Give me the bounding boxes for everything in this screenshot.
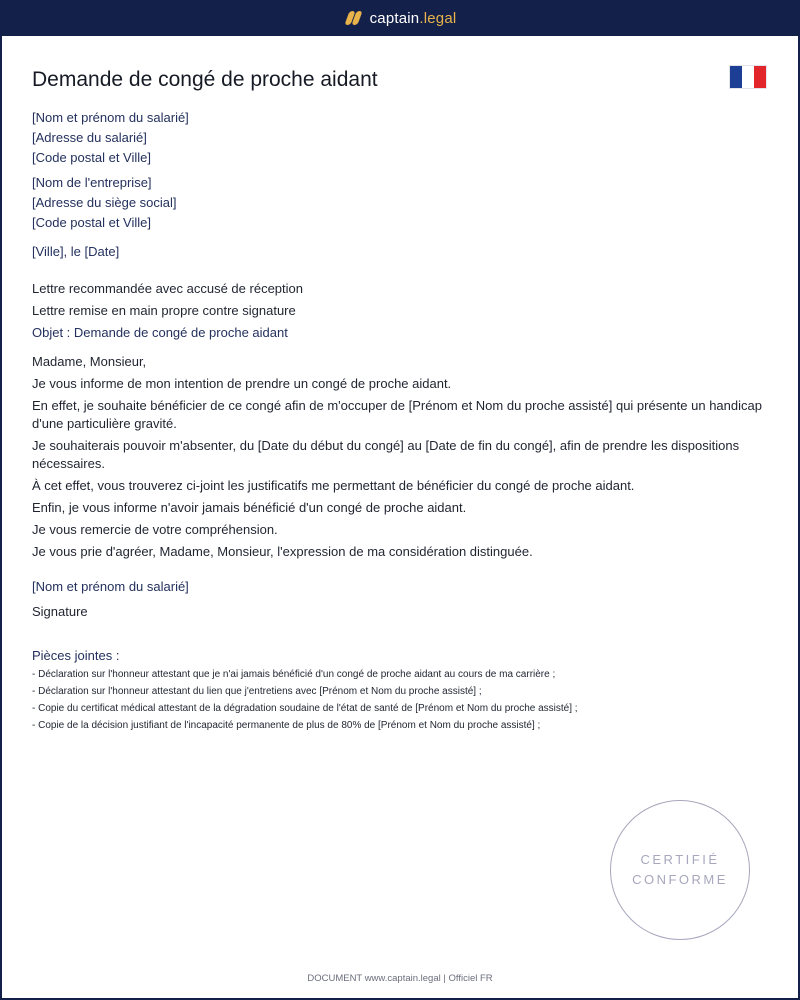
document-footer: DOCUMENT www.captain.legal | Officiel FR [307, 973, 493, 984]
brand-wordmark [370, 10, 457, 27]
sender-name: [Nom et prénom du salarié] [32, 110, 189, 125]
body-paragraph: Je vous remercie de votre compréhension. [32, 522, 278, 537]
body-paragraph: Enfin, je vous informe n'avoir jamais bénéficié d'un congé de proche aidant. [32, 500, 467, 515]
place-date: [Ville], le [Date] [32, 244, 120, 259]
body-paragraph: À cet effet, vous trouverez ci-joint les justificatifs me permettant de bénéficier du congé de proche aidant. [32, 478, 635, 493]
document-page [2, 36, 798, 998]
top-bar [0, 0, 800, 36]
sender-postal-city: [Code postal et Ville] [32, 150, 151, 165]
company-postal-city: [Code postal et Ville] [32, 215, 151, 230]
letter-body [32, 353, 772, 565]
attachment-item: - Copie du certificat médical attestant de la dégradation soudaine de l'état de santé de [Prénom et Nom du proche assisté] ; [32, 703, 578, 714]
company-name: [Nom de l'entreprise] [32, 175, 152, 190]
sender-address-block [32, 108, 189, 168]
recipient-address-block [32, 173, 177, 233]
delivery-option-hand: Lettre remise en main propre contre signature [32, 303, 296, 318]
delivery-option-registered: Lettre recommandée avec accusé de réception [32, 281, 303, 296]
brand-logo-link[interactable] [344, 10, 457, 27]
company-address: [Adresse du siège social] [32, 195, 177, 210]
attachments-list [32, 666, 578, 734]
stamp-line-2: CONFORME [632, 872, 728, 887]
signatory-name: [Nom et prénom du salarié] [32, 579, 189, 594]
subject-line: Objet : Demande de congé de proche aidant [32, 325, 288, 340]
captain-legal-logo-icon [344, 10, 362, 26]
brand-extension: .legal [419, 9, 457, 27]
stamp-line-1: CERTIFIÉ [640, 852, 720, 867]
closing-formula: Je vous prie d'agréer, Madame, Monsieur, l'expression de ma considération distinguée. [32, 544, 533, 559]
delivery-block [32, 278, 303, 344]
attachments-title: Pièces jointes : [32, 648, 120, 663]
certified-stamp [610, 800, 750, 940]
document-title: Demande de congé de proche aidant [32, 68, 378, 91]
body-paragraph: En effet, je souhaite bénéficier de ce congé afin de m'occuper de [Prénom et Nom du proche assisté] qui présente un handicap d'une particulière gravité. [32, 398, 762, 431]
brand-name: captain [369, 9, 420, 27]
attachment-item: - Copie de la décision justifiant de l'incapacité permanente de plus de 80% de [Prénom et Nom du proche assisté] ; [32, 720, 541, 731]
signature-label: Signature [32, 604, 88, 619]
body-paragraph: Je souhaiterais pouvoir m'absenter, du [Date du début du congé] au [Date de fin du congé], afin de prendre les dispositions nécessaires. [32, 438, 740, 471]
sender-address: [Adresse du salarié] [32, 130, 147, 145]
greeting: Madame, Monsieur, [32, 354, 147, 369]
body-paragraph: Je vous informe de mon intention de prendre un congé de proche aidant. [32, 376, 452, 391]
attachment-item: - Déclaration sur l'honneur attestant que je n'ai jamais bénéficié d'un congé de proche aidant au cours de ma carrière ; [32, 669, 556, 680]
french-flag-icon [729, 65, 767, 89]
attachment-item: - Déclaration sur l'honneur attestant du lien que j'entretiens avec [Prénom et Nom du proche assisté] ; [32, 686, 482, 697]
